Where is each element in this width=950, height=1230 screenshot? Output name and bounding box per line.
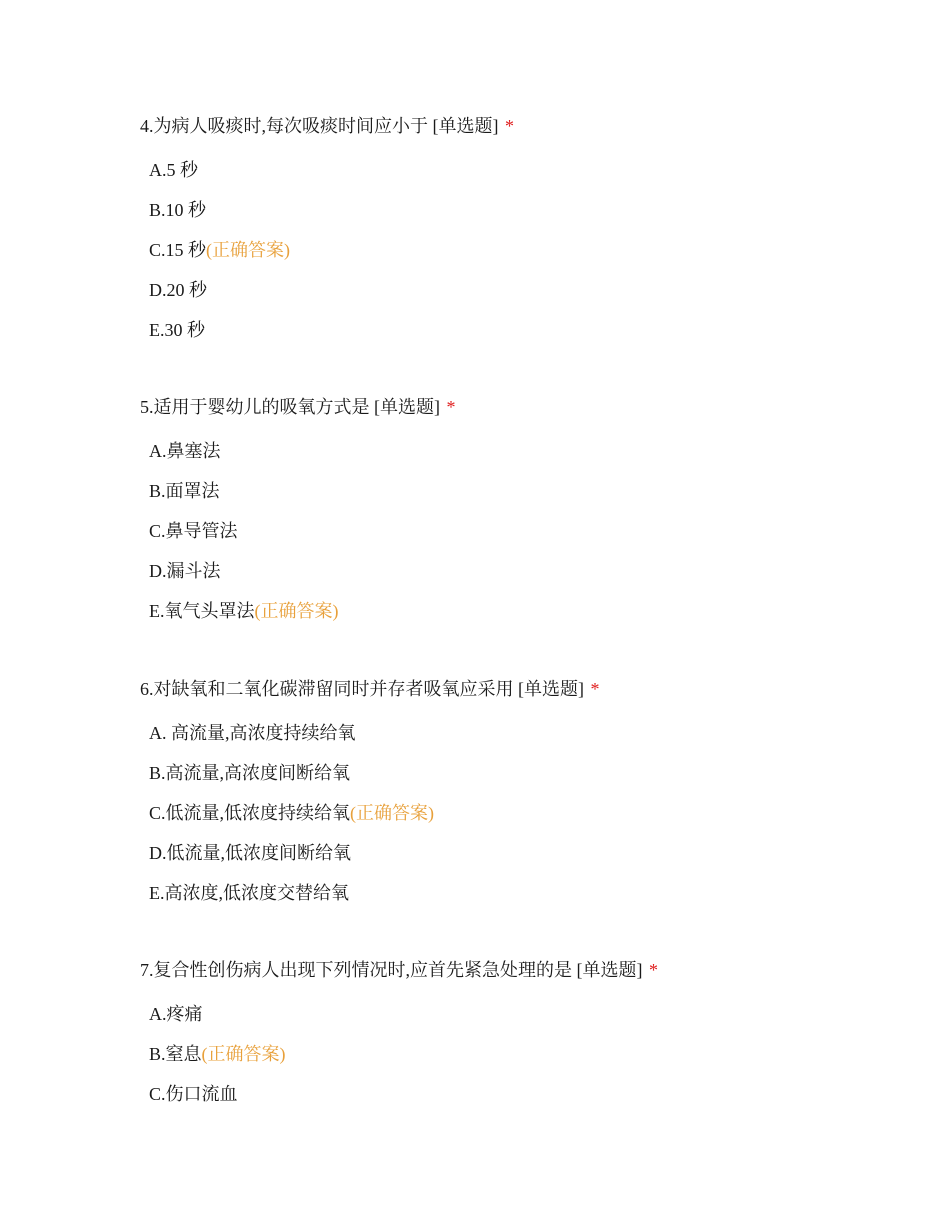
option-b[interactable] [149,1042,900,1066]
correct-answer-mark: (正确答案) [254,601,339,621]
question-6 [140,677,900,921]
option-text: B.面罩法 [149,481,220,501]
option-text: E.氧气头罩法 [149,601,255,621]
option-a[interactable] [149,721,900,745]
option-text: C.低流量,低浓度持续给氧 [149,803,351,823]
correct-answer-mark: (正确答案) [201,1044,286,1064]
option-text: A.鼻塞法 [149,441,221,461]
required-marker: * [590,679,600,699]
option-list [140,158,900,342]
option-text: C.鼻导管法 [149,521,238,541]
option-b[interactable] [149,198,900,222]
option-text: B.10 秒 [149,200,207,220]
option-a[interactable] [149,1002,900,1026]
question-title [140,677,900,701]
option-a[interactable] [149,439,900,463]
required-marker: * [649,960,658,980]
option-text: B.高流量,高浓度间断给氧 [149,763,351,783]
required-marker: * [446,397,456,417]
option-text: C.伤口流血 [149,1084,238,1104]
question-7 [140,958,900,1122]
option-list [140,1002,900,1106]
option-text: A.5 秒 [149,160,198,180]
correct-answer-mark: (正确答案) [350,803,435,823]
correct-answer-mark: (正确答案) [206,240,291,260]
option-d[interactable] [149,278,900,302]
option-text: E.30 秒 [149,320,205,340]
option-text: D.漏斗法 [149,561,221,581]
option-c[interactable] [149,519,900,543]
required-marker: * [505,116,514,136]
question-title [140,114,900,138]
option-d[interactable] [149,559,900,583]
option-text: A.疼痛 [149,1004,203,1024]
option-text: C.15 秒 [149,240,207,260]
question-text: 4.为病人吸痰时,每次吸痰时间应小于 [单选题] [140,116,499,136]
option-list [140,721,900,905]
question-title [140,958,900,982]
option-text: E.高浓度,低浓度交替给氧 [149,883,349,903]
option-text: A. 高流量,高浓度持续给氧 [149,723,356,743]
option-text: D.20 秒 [149,280,207,300]
question-title [140,395,900,419]
option-c[interactable] [149,238,900,262]
option-d[interactable] [149,841,900,865]
option-c[interactable] [149,801,900,825]
option-text: D.低流量,低浓度间断给氧 [149,843,351,863]
option-a[interactable] [149,158,900,182]
option-b[interactable] [149,761,900,785]
option-text: B.窒息 [149,1044,202,1064]
question-text: 5.适用于婴幼儿的吸氧方式是 [单选题] [140,397,440,417]
question-text: 7.复合性创伤病人出现下列情况时,应首先紧急处理的是 [单选题] [140,960,643,980]
option-e[interactable] [149,881,900,905]
option-list [140,439,900,623]
question-text: 6.对缺氧和二氧化碳滞留同时并存者吸氧应采用 [单选题] [140,679,584,699]
question-4 [140,114,900,358]
option-b[interactable] [149,479,900,503]
question-5 [140,395,900,639]
option-c[interactable] [149,1082,900,1106]
option-e[interactable] [149,318,900,342]
option-e[interactable] [149,599,900,623]
